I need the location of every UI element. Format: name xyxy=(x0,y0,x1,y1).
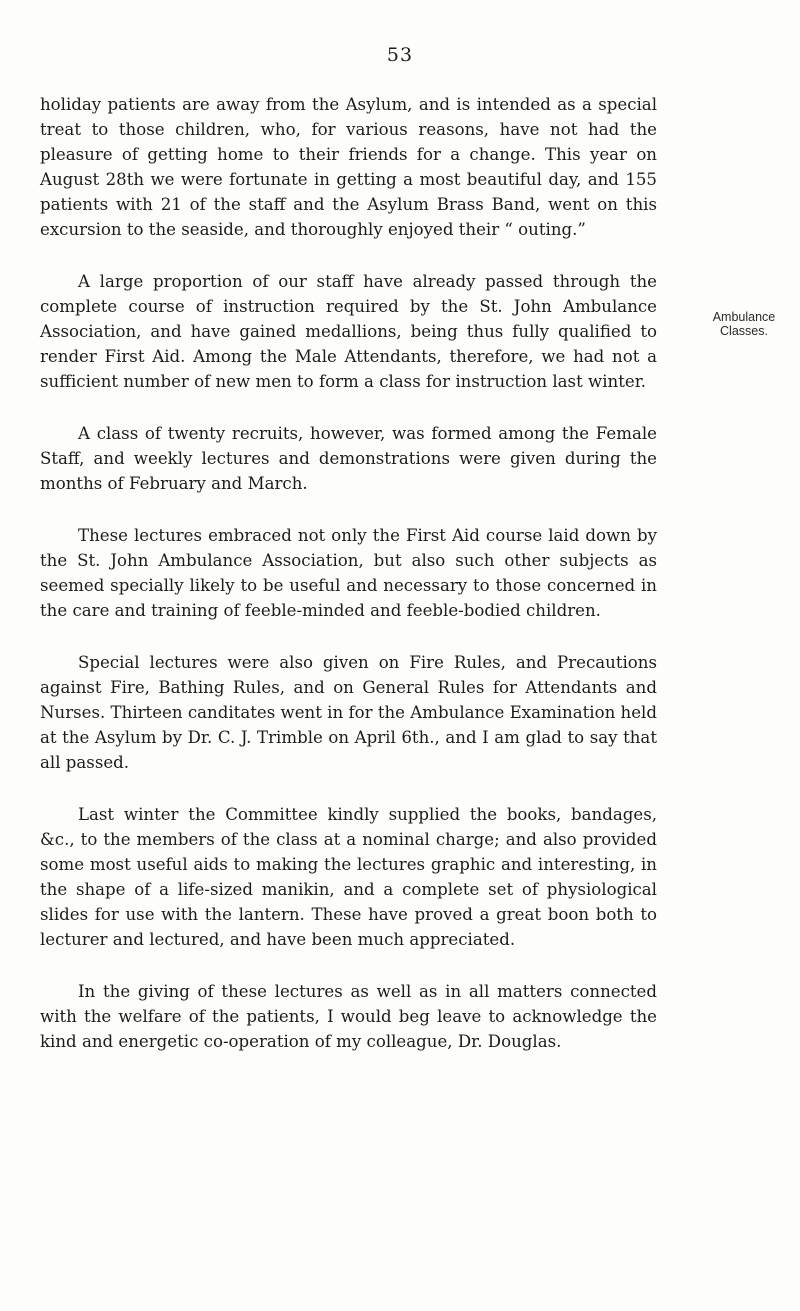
paragraph-lectures-content: These lectures embraced not only the First Aid course laid down by the St. John Ambulance Association, but also such other subjects as seemed specially likely to be useful and necessary to those concerned in the care and training of feeble-minded and feeble-bodied children. xyxy=(40,526,657,620)
margin-note-line-1: Ambulance xyxy=(712,310,776,324)
page-number: 53 xyxy=(386,44,414,66)
margin-note-line-2: Classes. xyxy=(720,324,768,338)
paragraph-committee-supplies: Last winter the Committee kindly supplied the books, bandages, &c., to the members of the class at a nominal charge; and also provided some most useful aids to making the lectures graphic and interesting, in the shape of a life-sized manikin, and a complete set of physiological slides for use with the lantern. These have proved a great boon both to lecturer and lectured, and have been much appreciated. xyxy=(40,805,657,949)
paragraph-outing: holiday patients are away from the Asylum, and is intended as a special treat to those children, who, for various reasons, have not had the pleasure of getting home to their friends for a change. This year on August 28th we were fortunate in getting a most beautiful day, and 155 patients with 21 of the staff and the Asylum Brass Band, went on this excursion to the seaside, and thoroughly enjoyed their “ outing.” xyxy=(40,95,657,239)
paragraph-special-lectures: Special lectures were also given on Fire Rules, and Precautions against Fire, Bathing Rules, and on General Rules for Attendants and Nurses. Thirteen canditates went in for the Ambulance Examination held at the Asylum by Dr. C. J. Trimble on April 6th., and I am glad to say that all passed. xyxy=(40,653,657,772)
document-body xyxy=(40,92,657,1081)
paragraph-ambulance-staff: A large proportion of our staff have already passed through the complete course of instruction required by the St. John Ambulance Association, and have gained medallions, being thus fully qualified to render First Aid. Among the Male Attendants, therefore, we had not a sufficient number of new men to form a class for instruction last winter. xyxy=(40,272,657,391)
paragraph-female-class: A class of twenty recruits, however, was formed among the Female Staff, and weekly lectures and demonstrations were given during the months of February and March. xyxy=(40,424,657,493)
paragraph-acknowledgement: In the giving of these lectures as well as in all matters connected with the welfare of the patients, I would beg leave to acknowledge the kind and energetic co-operation of my colleague, Dr. Douglas. xyxy=(40,982,657,1051)
margin-note-ambulance-classes xyxy=(698,310,790,338)
